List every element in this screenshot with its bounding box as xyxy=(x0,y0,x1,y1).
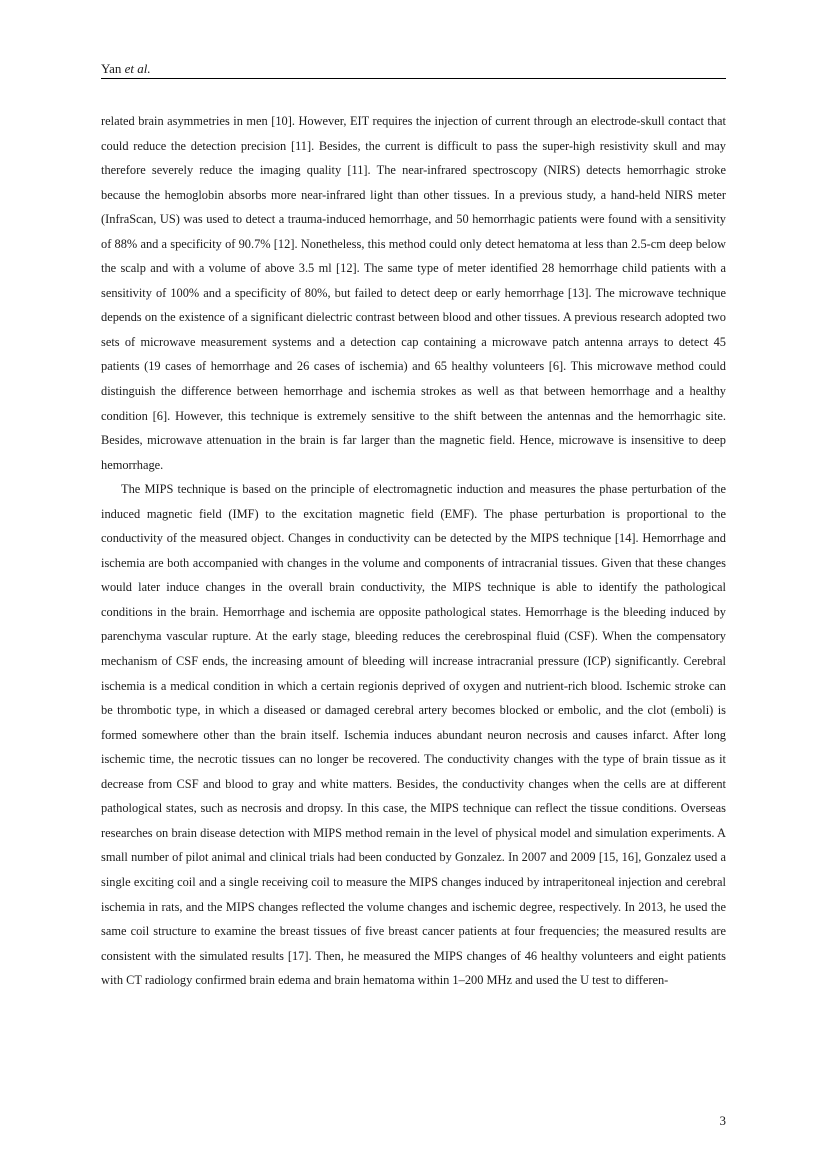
header-et-al: et al. xyxy=(124,61,151,76)
page-number: 3 xyxy=(719,1113,726,1128)
running-header xyxy=(101,60,726,78)
body-text xyxy=(101,109,726,993)
paragraph-mips: The MIPS technique is based on the principle of electromagnetic induction and measures the phase perturbation of the induced magnetic field (IMF) to the excitation magnetic field (EMF). The phase perturbation is proportional to the conductivity of the measured object. Changes in conductivity can be detected by the MIPS technique [14]. Hemorrhage and ischemia are both accompanied with changes in the volume and components of intracranial tissues. Given that these changes would later induce changes in the overall brain conductivity, the MIPS technique is able to identify the pathological conditions in the brain. Hemorrhage and ischemia are opposite pathological states. Hemorrhage is the bleeding induced by parenchyma vascular rupture. At the early stage, bleeding reduces the cerebrospinal fluid (CSF). When the compensatory mechanism of CSF ends, the increasing amount of bleeding will increase intracranial pressure (ICP) significantly. Cerebral ischemia is a medical condition in which a certain regionis deprived of oxygen and nutrient-rich blood. Ischemic stroke can be thrombotic type, in which a diseased or damaged cerebral artery becomes blocked or embolic, and the clot (emboli) is formed somewhere other than the brain itself. Ischemia induces abundant neuron necrosis and causes infarct. After long ischemic time, the necrotic tissues can no longer be recovered. The conductivity changes with the type of brain tissue as it decrease from CSF and blood to gray and white matters. Besides, the conductivity changes when the cells are at different pathological states, such as necrosis and dropsy. In this case, the MIPS technique can reflect the tissue conditions. Overseas researches on brain disease detection with MIPS method remain in the level of physical model and simulation experiments. A small number of pilot animal and clinical trials had been conducted by Gonzalez. In 2007 and 2009 [15, 16], Gonzalez used a single exciting coil and a single receiving coil to measure the MIPS changes induced by intraperitoneal injection and cerebral ischemia in rats, and the MIPS changes reflected the volume changes and ischemic degree, respectively. In 2013, he used the same coil structure to examine the breast tissues of five breast cancer patients at four frequencies; the measured results are consistent with the simulated results [17]. Then, he measured the MIPS changes of 46 healthy volunteers and eight patients with CT radiology confirmed brain edema and brain hematoma within 1–200 MHz and used the U test to differen- xyxy=(101,482,726,988)
paragraph-continuation: related brain asymmetries in men [10]. However, EIT requires the injection of current through an electrode-skull contact that could reduce the detection precision [11]. Besides, the current is difficult to pass the super-high resistivity skull and may therefore severely reduce the imaging quality [11]. The near-infrared spectroscopy (NIRS) detects hemorrhagic stroke because the hemoglobin absorbs more near-infrared light than other tissues. In a previous study, a hand-held NIRS meter (InfraScan, US) was used to detect a trauma-induced hemorrhage, and 50 hemorrhagic patients were found with a sensitivity of 88% and a specificity of 90.7% [12]. Nonetheless, this method could only detect hematoma at less than 2.5-cm deep below the scalp and with a volume of above 3.5 ml [12]. The same type of meter identified 28 hemorrhage child patients with a sensitivity of 100% and a specificity of 80%, but failed to detect deep or early hemorrhage [13]. The microwave technique depends on the existence of a significant dielectric contrast between blood and other tissues. A previous research adopted two sets of microwave measurement systems and a detection cap containing a microwave patch antenna arrays to detect 45 patients (19 cases of hemorrhage and 26 cases of ischemia) and 65 healthy volunteers [6]. This microwave method could distinguish the difference between hemorrhage and ischemia strokes as well as that between hemorrhage and a healthy condition [6]. However, this technique is extremely sensitive to the shift between the antennas and the hemorrhagic site. Besides, microwave attenuation in the brain is far larger than the magnetic field. Hence, microwave is insensitive to deep hemorrhage. xyxy=(101,114,726,472)
header-rule xyxy=(101,78,726,79)
header-author: Yan xyxy=(101,61,122,76)
